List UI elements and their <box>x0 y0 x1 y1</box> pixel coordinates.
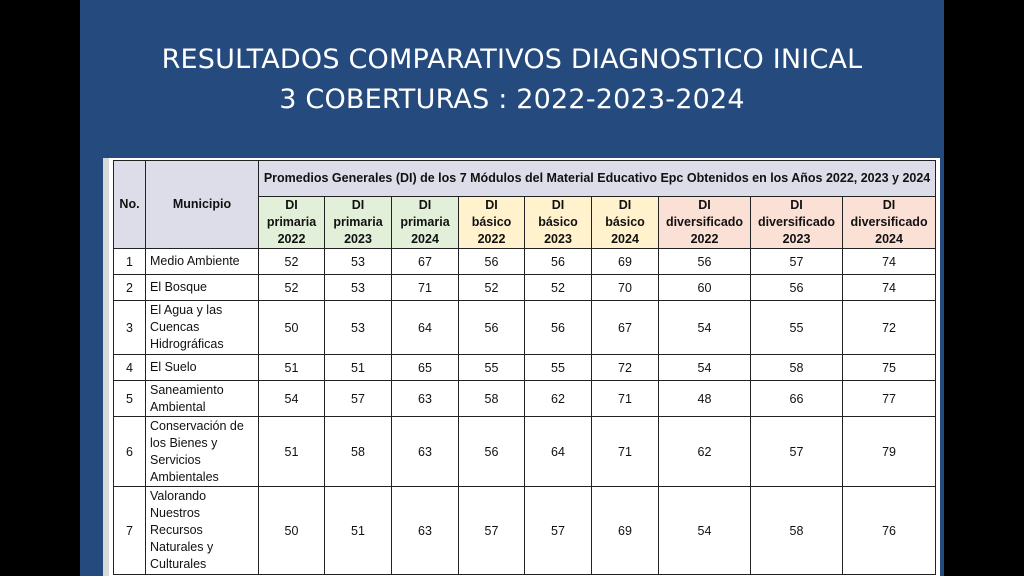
value-cell: 67 <box>592 301 659 355</box>
column-header-l3: 2023 <box>544 232 572 246</box>
value-cell: 57 <box>459 487 525 575</box>
column-header-l1: DI <box>418 198 432 212</box>
column-header-l3: 2022 <box>477 232 506 246</box>
value-cell: 58 <box>751 355 843 381</box>
column-header-l1: DI <box>882 198 896 212</box>
table-row <box>114 355 936 381</box>
value-cell: 52 <box>259 275 325 301</box>
value-cell: 58 <box>325 417 392 487</box>
value-cell: 67 <box>392 249 459 275</box>
value-cell: 56 <box>525 301 592 355</box>
table-edge-shadow <box>103 158 109 576</box>
row-number: 1 <box>114 249 146 275</box>
value-cell: 71 <box>392 275 459 301</box>
column-header-l2: diversificado <box>757 215 836 229</box>
table-row <box>114 487 936 575</box>
value-cell: 74 <box>843 275 936 301</box>
value-cell: 63 <box>392 381 459 417</box>
row-municipio: Medio Ambiente <box>146 249 259 275</box>
value-cell: 72 <box>843 301 936 355</box>
value-cell: 52 <box>459 275 525 301</box>
value-cell: 65 <box>392 355 459 381</box>
column-header <box>843 197 936 249</box>
row-number: 5 <box>114 381 146 417</box>
value-cell: 54 <box>659 487 751 575</box>
row-municipio: Conservación de los Bienes y Servicios Ambientales <box>146 417 259 487</box>
column-header-l3: 2022 <box>277 232 306 246</box>
column-header-l1: DI <box>618 198 632 212</box>
column-header-l1: DI <box>790 198 803 212</box>
row-municipio: El Agua y las Cuencas Hidrográficas <box>146 301 259 355</box>
value-cell: 66 <box>751 381 843 417</box>
column-header-l2: primaria <box>333 215 383 229</box>
value-cell: 52 <box>525 275 592 301</box>
column-header <box>751 197 843 249</box>
header-group: Promedios Generales (DI) de los 7 Módulos del Material Educativo Epc Obtenidos en los Años 2022, 2023 y 2024 <box>259 161 936 197</box>
value-cell: 70 <box>592 275 659 301</box>
value-cell: 71 <box>592 417 659 487</box>
value-cell: 50 <box>259 301 325 355</box>
value-cell: 56 <box>751 275 843 301</box>
table-row <box>114 301 936 355</box>
value-cell: 62 <box>659 417 751 487</box>
title-line-2: 3 COBERTURAS : 2022-2023-2024 <box>279 84 745 115</box>
row-number: 2 <box>114 275 146 301</box>
column-header-l2: básico <box>471 215 512 229</box>
value-cell: 58 <box>459 381 525 417</box>
column-header-l1: DI <box>485 198 498 212</box>
value-cell: 64 <box>525 417 592 487</box>
row-number: 7 <box>114 487 146 575</box>
value-cell: 72 <box>592 355 659 381</box>
row-municipio: Valorando Nuestros Recursos Naturales y Culturales <box>146 487 259 575</box>
value-cell: 74 <box>843 249 936 275</box>
value-cell: 58 <box>751 487 843 575</box>
value-cell: 63 <box>392 487 459 575</box>
column-header-l2: primaria <box>266 215 317 229</box>
header-municipio: Municipio <box>146 161 259 249</box>
value-cell: 48 <box>659 381 751 417</box>
column-header-l1: DI <box>351 198 365 212</box>
column-header-l2: diversificado <box>850 215 928 229</box>
value-cell: 51 <box>259 355 325 381</box>
value-cell: 62 <box>525 381 592 417</box>
value-cell: 51 <box>325 355 392 381</box>
table-row <box>114 249 936 275</box>
value-cell: 50 <box>259 487 325 575</box>
value-cell: 57 <box>751 249 843 275</box>
column-header-l3: 2022 <box>690 232 719 246</box>
value-cell: 51 <box>259 417 325 487</box>
row-number: 6 <box>114 417 146 487</box>
value-cell: 55 <box>751 301 843 355</box>
value-cell: 79 <box>843 417 936 487</box>
value-cell: 56 <box>459 249 525 275</box>
column-header-l2: diversificado <box>665 215 744 229</box>
column-header-l3: 2024 <box>875 232 903 246</box>
row-number: 4 <box>114 355 146 381</box>
column-header-l1: DI <box>551 198 565 212</box>
value-cell: 57 <box>751 417 843 487</box>
column-header <box>459 197 525 249</box>
column-header-l2: primaria <box>400 215 450 229</box>
value-cell: 57 <box>325 381 392 417</box>
value-cell: 54 <box>659 355 751 381</box>
value-cell: 75 <box>843 355 936 381</box>
column-header <box>525 197 592 249</box>
column-header-l2: básico <box>538 215 578 229</box>
value-cell: 53 <box>325 249 392 275</box>
value-cell: 55 <box>525 355 592 381</box>
value-cell: 64 <box>392 301 459 355</box>
table-row <box>114 417 936 487</box>
value-cell: 69 <box>592 487 659 575</box>
value-cell: 53 <box>325 275 392 301</box>
value-cell: 54 <box>659 301 751 355</box>
value-cell: 77 <box>843 381 936 417</box>
results-table <box>113 160 936 575</box>
table-row <box>114 275 936 301</box>
value-cell: 76 <box>843 487 936 575</box>
table-body <box>114 249 936 575</box>
row-municipio: El Bosque <box>146 275 259 301</box>
value-cell: 63 <box>392 417 459 487</box>
column-header <box>325 197 392 249</box>
column-header-l2: básico <box>605 215 645 229</box>
value-cell: 60 <box>659 275 751 301</box>
column-header-l3: 2023 <box>782 232 811 246</box>
value-cell: 54 <box>259 381 325 417</box>
value-cell: 52 <box>259 249 325 275</box>
column-header <box>259 197 325 249</box>
value-cell: 69 <box>592 249 659 275</box>
row-number: 3 <box>114 301 146 355</box>
column-header-l3: 2024 <box>611 232 639 246</box>
column-header <box>592 197 659 249</box>
value-cell: 56 <box>459 417 525 487</box>
value-cell: 55 <box>459 355 525 381</box>
row-municipio: Saneamiento Ambiental <box>146 381 259 417</box>
slide <box>80 0 944 576</box>
slide-title <box>80 40 944 120</box>
row-municipio: El Suelo <box>146 355 259 381</box>
value-cell: 56 <box>459 301 525 355</box>
column-header-l1: DI <box>698 198 711 212</box>
column-header <box>659 197 751 249</box>
header-no: No. <box>114 161 146 249</box>
column-header-l3: 2024 <box>411 232 439 246</box>
value-cell: 71 <box>592 381 659 417</box>
column-header <box>392 197 459 249</box>
value-cell: 56 <box>525 249 592 275</box>
value-cell: 53 <box>325 301 392 355</box>
title-line-1: RESULTADOS COMPARATIVOS DIAGNOSTICO INICAL <box>161 44 863 75</box>
column-header-l3: 2023 <box>344 232 372 246</box>
value-cell: 57 <box>525 487 592 575</box>
value-cell: 51 <box>325 487 392 575</box>
value-cell: 56 <box>659 249 751 275</box>
table-row <box>114 381 936 417</box>
column-header-l1: DI <box>285 198 298 212</box>
table-container <box>103 158 940 576</box>
